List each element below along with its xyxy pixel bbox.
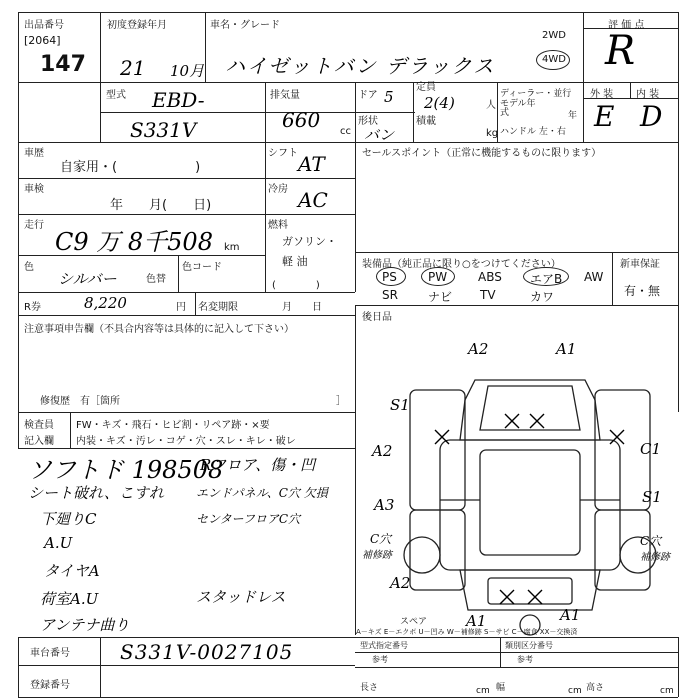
usage-label: 車歴: [24, 148, 44, 159]
doors-value: 5: [384, 88, 394, 106]
shift-value: AT: [298, 152, 325, 176]
equipment-abs: ABS: [478, 270, 502, 284]
mark-a1-bottom-left: A1: [466, 612, 487, 630]
note-7: アンテナ曲り: [40, 616, 130, 634]
nameplate-value: 月 日: [282, 302, 322, 313]
shape-value: バン: [364, 126, 395, 144]
name-grade-label: 車名・グレード: [210, 20, 280, 31]
doors-label: ドア: [358, 90, 378, 101]
ref-label-2: 参考: [517, 655, 533, 664]
meas-label-1: 型式指定番号: [360, 641, 408, 650]
diagram-legend: A－キズ E－エクボ U－凹み W－補修跡 S－サビ C－腐食 XX－交換済: [356, 628, 578, 636]
mark-s1-right: S1: [642, 488, 662, 506]
note-2: シート破れ、こすれ: [28, 484, 164, 502]
cc-unit: cc: [340, 126, 351, 137]
recycle-value: 8,220: [84, 294, 127, 312]
inspector-label: 検査員: [24, 420, 54, 431]
mark-c-right: C穴: [640, 534, 662, 548]
note-right-1: Rフロア、傷・凹: [200, 456, 316, 474]
note-3: 下廻りC: [40, 510, 97, 528]
capacity-unit: 人: [486, 100, 496, 111]
height-label: 高さ: [586, 683, 605, 693]
usage-value: 自家用・( ): [60, 160, 201, 175]
ac-value: AC: [298, 188, 328, 212]
equipment-airbag: エアB: [530, 272, 563, 286]
length-label: 長さ: [360, 683, 379, 693]
interior-label: 内 装: [636, 89, 660, 100]
first-reg-year: 21: [120, 56, 146, 80]
inspection-label: 車検: [24, 184, 44, 195]
mark-c-left-note: 補修跡: [362, 550, 392, 561]
eval-value: R: [605, 28, 636, 74]
width-label: 幅: [496, 683, 506, 693]
equipment-navi: ナビ: [428, 290, 453, 304]
fuel-paren: ( ): [272, 280, 320, 291]
mark-c1-right: C1: [640, 440, 662, 458]
fw-line: FW・キズ・飛石・ヒビ割・リペア跡・×要: [76, 420, 270, 431]
drive-4wd-circle: [536, 50, 570, 70]
year-unit: 年: [568, 111, 578, 121]
cm-1: cm: [476, 686, 490, 696]
yen-unit: 円: [176, 302, 186, 313]
capacity-value: 2(4): [424, 94, 455, 112]
note-right-3: センターフロアC穴: [196, 512, 301, 526]
note-1: ソフトド 198508: [28, 456, 224, 484]
cm-3: cm: [660, 686, 674, 696]
km-unit: km: [224, 242, 240, 253]
mark-a2-top: A2: [468, 340, 489, 358]
drive-4wd: 4WD: [542, 54, 566, 65]
mark-a2-left: A2: [372, 442, 393, 460]
vin-label: 車台番号: [30, 648, 70, 659]
displacement-value: 660: [282, 108, 321, 132]
ps-circle: [376, 267, 406, 286]
equipment-tv: TV: [480, 288, 496, 302]
new-car-label: 新車保証: [620, 259, 660, 270]
mileage-label: 走行: [24, 220, 44, 231]
airbag-circle: [523, 267, 569, 286]
first-reg-label: 初度登録年月: [107, 20, 167, 31]
displacement-label: 排気量: [270, 90, 300, 101]
vin-value: S331V-0027105: [120, 640, 294, 664]
lot-number: 147: [40, 52, 86, 77]
equipment-aw: AW: [584, 270, 604, 284]
exterior-label: 外 装: [590, 89, 614, 100]
exterior-grade: E: [594, 100, 615, 133]
mark-a1-bottom-right: A1: [560, 606, 581, 624]
handle-label: ハンドル 左・右: [500, 127, 566, 137]
first-reg-month: 10月: [170, 62, 205, 80]
kg-unit: kg: [486, 128, 499, 139]
name-grade-value: ハイゼットバン デラックス: [225, 54, 496, 78]
drive-2wd: 2WD: [542, 30, 566, 41]
equipment-sr: SR: [382, 288, 398, 302]
interior-line: 内装・キズ・汚レ・コゲ・穴・スレ・キレ・破レ: [76, 436, 296, 447]
notes-label: 注意事項申告欄（不具合内容等は具体的に記入して下さい）: [24, 324, 294, 335]
ref-label-1: 参考: [372, 655, 388, 664]
mark-spare: スペア: [400, 617, 428, 627]
seat-label: 後日品: [362, 312, 392, 323]
inspection-value: 年 月( 日): [110, 198, 212, 213]
equipment-leather: カワ: [530, 290, 555, 304]
record-label: 記入欄: [24, 436, 54, 447]
model-code: EBD-: [152, 88, 205, 112]
cm-2: cm: [568, 686, 582, 696]
color-label: 色: [24, 262, 34, 273]
note-right-2: エンドパネル、C穴 欠損: [196, 486, 328, 500]
chassis-model: S331V: [130, 118, 197, 142]
note-4: A.U: [44, 534, 73, 552]
fuel-label: 燃料: [268, 220, 288, 231]
equipment-ps: PS: [382, 270, 397, 284]
mark-c-left: C穴: [370, 532, 392, 546]
meas-label-2: 類別区分番号: [505, 641, 553, 650]
dealer-label: ディーラー・並行: [500, 89, 572, 99]
model-year-label: モデル年式: [500, 99, 536, 118]
mark-c-right-note: 補修跡: [640, 552, 670, 563]
lot-label: 出品番号: [24, 20, 64, 31]
repair-label: 修復歴 有［箇所: [40, 396, 120, 407]
recycle-label: R券: [24, 302, 41, 313]
note-right-4: スタッドレス: [196, 588, 286, 606]
colorcode2-label: 色コード: [182, 262, 222, 273]
nameplate-label: 名変期限: [198, 302, 238, 313]
reg-label: 登録番号: [30, 680, 70, 691]
fuel-options: ガソリン・軽 油: [282, 235, 337, 268]
equipment-pw: PW: [428, 270, 448, 284]
capacity-label: 定員: [416, 82, 436, 93]
mileage-value: C9 万 8千508: [55, 228, 213, 256]
pw-circle: [421, 267, 455, 286]
mark-a3-left: A3: [374, 496, 395, 514]
color-value: シルバー: [58, 270, 117, 288]
new-car-value: 有・無: [624, 284, 661, 298]
lot-code: [2064]: [24, 34, 61, 47]
ac-label: 冷房: [268, 184, 288, 195]
colorcode-label: 色替: [146, 274, 166, 285]
sales-point-label: セールスポイント（正常に機能するものに限ります）: [362, 148, 602, 159]
shift-label: シフト: [268, 148, 298, 159]
eval-label: 評 価 点: [608, 20, 645, 31]
mark-a1-top: A1: [556, 340, 577, 358]
note-6: 荷室A.U: [40, 590, 99, 608]
mark-s1-left: S1: [390, 396, 410, 414]
note-5: タイヤA: [44, 562, 100, 580]
mark-a2-bottom: A2: [390, 574, 411, 592]
shape-label: 形状: [358, 116, 378, 127]
repair-bracket: ］: [336, 396, 346, 407]
car-damage-diagram: [380, 350, 680, 640]
load-label: 積載: [416, 116, 436, 127]
interior-grade: D: [640, 100, 663, 133]
model-label: 型式: [106, 90, 126, 101]
equipment-label: 装備品（純正品に限り○をつけてください）: [362, 259, 561, 270]
